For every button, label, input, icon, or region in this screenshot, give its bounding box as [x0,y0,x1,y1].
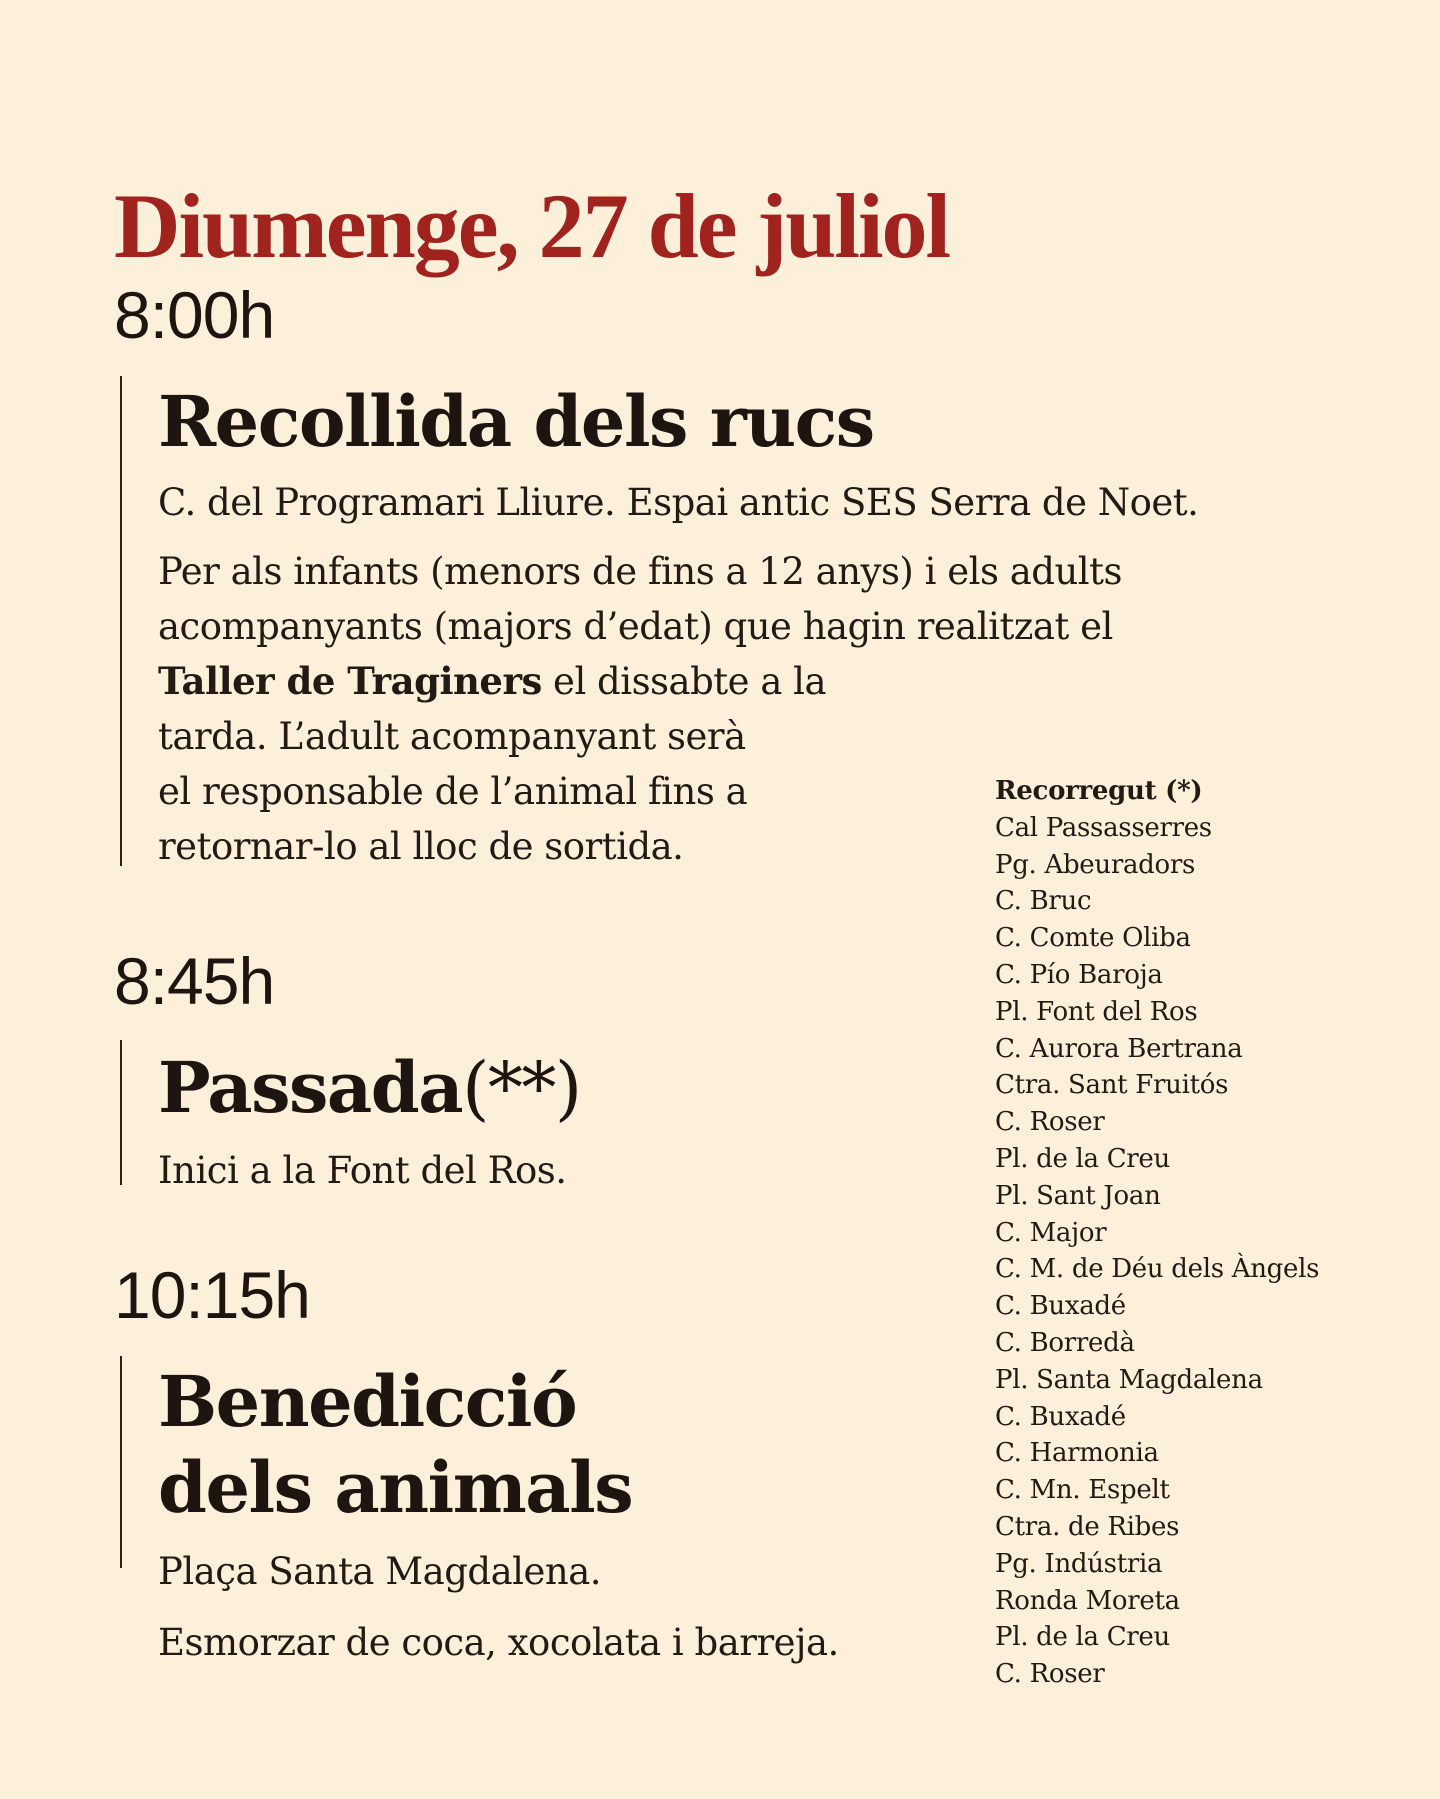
event-time-1: 8:00h [114,278,275,352]
event-description-line [158,654,826,709]
event-title-text: Passada [158,1046,463,1129]
route-stop: C. Mn. Espelt [995,1475,1170,1506]
event-description-text: el dissabte a la [541,660,827,703]
event-location-1: C. del Programari Lliure. Espai antic SES Serra de Noet. [158,481,1199,524]
route-stop: Ronda Moreta [995,1585,1180,1616]
route-stop: C. Major [995,1217,1107,1248]
route-list [995,773,1415,1693]
route-stop: C. Aurora Bertrana [995,1033,1243,1064]
event-location-2: Inici a la Font del Ros. [158,1149,567,1192]
event-description-line: retornar-lo al lloc de sortida. [158,825,684,868]
route-stop: C. Bruc [995,886,1092,917]
route-stop: Pl. Sant Joan [995,1180,1161,1211]
route-stop: C. Roser [995,1659,1105,1690]
route-stop: Cal Passasserres [995,812,1212,843]
route-stop: C. Buxadé [995,1291,1126,1322]
route-stop: Pg. Indústria [995,1548,1163,1579]
event-divider-3 [120,1356,122,1568]
route-stop: Ctra. de Ribes [995,1511,1180,1542]
route-stop: Pl. de la Creu [995,1143,1170,1174]
route-stop: Pl. de la Creu [995,1622,1170,1653]
event-description-line: acompanyants (majors d’edat) que hagin realitzat el [158,605,1113,648]
route-stop: C. M. de Déu dels Àngels [995,1254,1320,1285]
route-stop: Ctra. Sant Fruitós [995,1070,1229,1101]
event-title-2 [158,1046,581,1129]
event-note-3: Esmorzar de coca, xocolata i barreja. [158,1621,839,1664]
route-heading: Recorregut (*) [995,776,1203,806]
route-stop: C. Borredà [995,1327,1135,1358]
event-divider-2 [120,1040,122,1185]
event-title-1: Recollida dels rucs [158,380,874,463]
route-stop: C. Buxadé [995,1401,1126,1432]
route-stop: Pl. Santa Magdalena [995,1364,1263,1395]
route-stop: C. Comte Oliba [995,923,1191,954]
event-description-line: tarda. L’adult acompanyant serà [158,715,746,758]
page-title: Diumenge, 27 de juliol [114,174,950,277]
event-title-3-line2: dels animals [158,1446,633,1529]
event-description-line: el responsable de l’animal fins a [158,770,748,813]
route-stop: Pl. Font del Ros [995,996,1198,1027]
event-time-3: 10:15h [114,1258,310,1332]
route-stops [995,810,1415,1693]
event-title-3-line1: Benedicció [158,1360,577,1443]
event-location-3: Plaça Santa Magdalena. [158,1550,602,1593]
event-divider-1 [120,376,122,866]
route-stop: C. Roser [995,1107,1105,1138]
footnote-marker: (**) [462,1047,581,1129]
route-stop: C. Harmonia [995,1438,1159,1469]
event-description-line: Per als infants (menors de fins a 12 anys) i els adults [158,550,1122,593]
workshop-name: Taller de Traginers [158,659,542,703]
route-stop: C. Pío Baroja [995,959,1163,990]
event-time-2: 8:45h [114,944,275,1018]
route-stop: Pg. Abeuradors [995,849,1196,880]
